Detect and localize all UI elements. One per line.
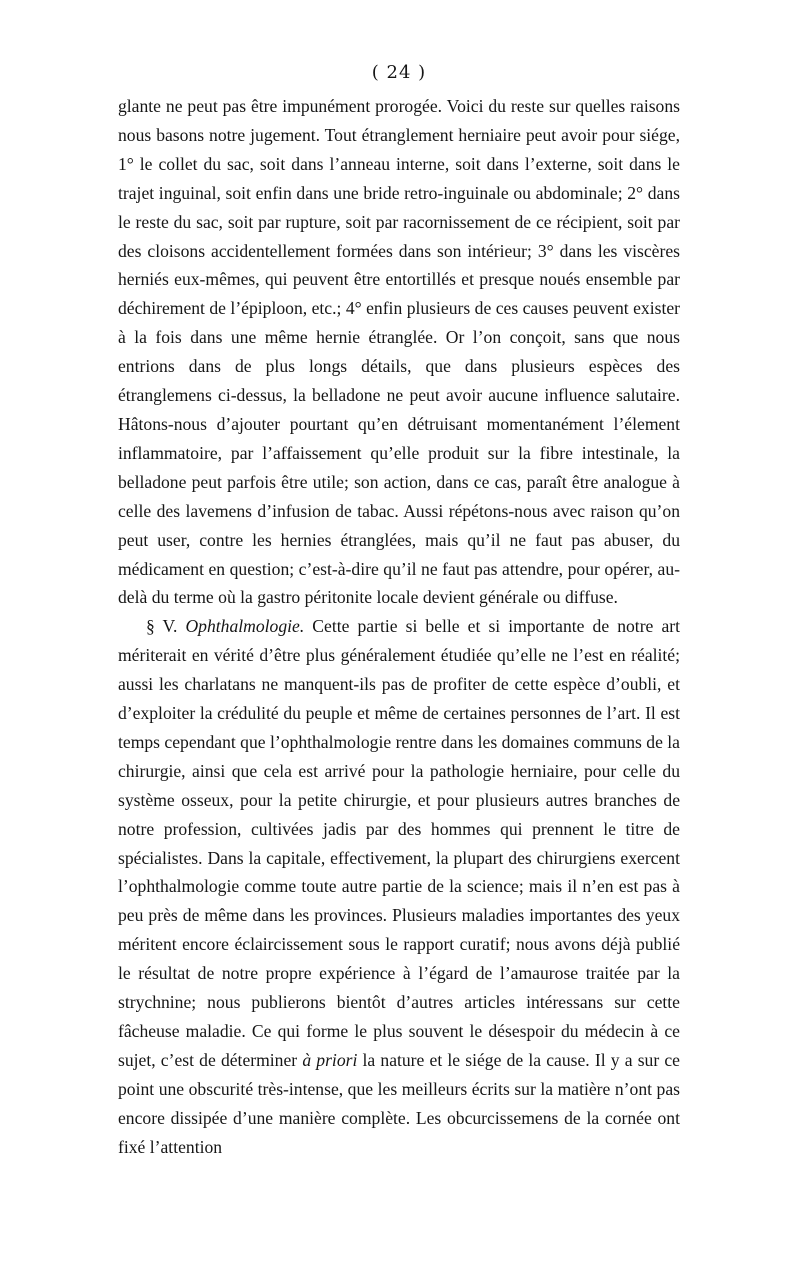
paragraph-ophthalmology	[118, 612, 680, 1161]
paragraph-text-part2: la nature et le siége de la cause. Il y a sur ce point une obscurité très-intense, que les meilleurs écrits sur la matière n’ont pas encore dissipée d’une manière complète. Les obcurcissemens de la cornée ont fixé l’attention	[118, 1049, 680, 1157]
page-number: ( 24 )	[371, 62, 427, 83]
emphasis-a-priori: à priori	[302, 1049, 358, 1070]
body-text	[118, 92, 680, 1162]
paragraph-hernia: glante ne peut pas être impunément prorogée. Voici du reste sur quelles raisons nous basons notre jugement. Tout étranglement herniaire peut avoir pour siége, 1° le collet du sac, soit dans l’anneau interne, soit dans l’externe, soit dans le trajet inguinal, soit enfin dans une bride retro-inguinale ou abdominale; 2° dans le reste du sac, soit par rupture, soit par racornissement de ce récipient, soit par des cloisons accidentellement formées dans son intérieur; 3° dans les viscères herniés eux-mêmes, qui peuvent être entortillés et presque noués ensemble par déchirement de l’épiploon, etc.; 4° enfin plusieurs de ces causes peuvent exister à la fois dans une même hernie étranglée. Or l’on conçoit, sans que nous entrions dans de plus longs détails, que dans plusieurs espèces des étranglemens ci-dessus, la belladone ne peut avoir aucune influence salutaire. Hâtons-nous d’ajouter pourtant qu’en détruisant momentanément l’élement inflammatoire, par l’affaissement qu’elle produit sur la fibre intestinale, la belladone peut parfois être utile; son action, dans ce cas, paraît être analogue à celle des lavemens d’infusion de tabac. Aussi répétons-nous avec raison qu’on peut user, contre les hernies étranglées, mais qu’il ne faut pas abuser, du médicament en question; c’est-à-dire qu’il ne faut pas attendre, pour opérer, au-delà du terme où la gastro péritonite locale devient générale ou diffuse.	[118, 96, 680, 608]
section-title: Ophthalmologie.	[185, 616, 305, 637]
book-page	[118, 60, 680, 1162]
paragraph-text-part1: Cette partie si belle et si importante de notre art mériterait en vérité d’être plus généralement étudiée qu’elle ne l’est en réalité; aussi les charlatans ne manquent-ils pas de profiter de cette espèce d’oubli, et d’exploiter la crédulité du peuple et même de certaines personnes de l’art. Il est temps cependant que l’ophthalmologie rentre dans les domaines communs de la chirurgie, ainsi que cela est arrivé pour la pathologie herniaire, pour celle du système osseux, pour la petite chirurgie, et pour plusieurs autres branches de notre profession, cultivées jadis par des hommes qui prennent le titre de spécialistes. Dans la capitale, effectivement, la plupart des chirurgiens exercent l’ophthalmologie comme toute autre partie de la science; mais il n’en est pas à peu près de même dans les provinces. Plusieurs maladies importantes des yeux méritent encore éclaircissement sous le rapport curatif; nous avons déjà publié le résultat de notre propre expérience à l’égard de l’amaurose traitée par la strychnine; nous publierons bientôt d’autres articles intéressans sur cette fâcheuse maladie. Ce qui forme le plus souvent le désespoir du médecin à ce sujet, c’est de déterminer	[118, 616, 680, 1070]
section-mark: § V.	[146, 616, 178, 637]
